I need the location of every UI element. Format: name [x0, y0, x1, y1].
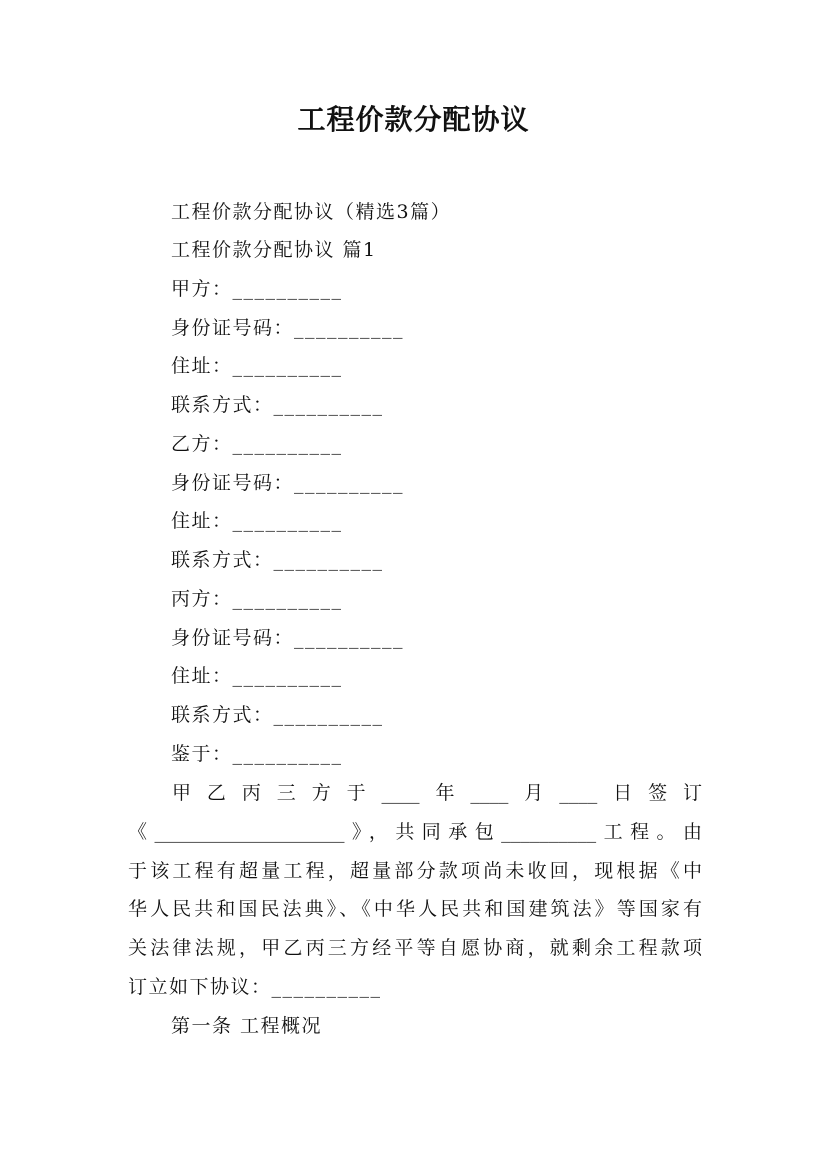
paragraph-line: 于该工程有超量工程，超量部分款项尚未收回，现根据《中 [128, 860, 702, 882]
subtitle-line: 工程价款分配协议（精选3篇） [171, 201, 452, 223]
section-heading: 第一条 工程概况 [171, 1015, 323, 1037]
paragraph-line: 关法律法规，甲乙丙三方经平等自愿协商，就剩余工程款项 [128, 937, 702, 959]
paragraph-line: 华人民共和国民法典》、《中华人民共和国建筑法》等国家有 [128, 898, 702, 920]
paragraph-line: 甲乙丙三方于____年____月____日签订 [172, 782, 702, 804]
party-b-id-line: 身份证号码：__________ [171, 472, 405, 494]
party-a-line: 甲方：__________ [171, 278, 343, 300]
party-a-contact-line: 联系方式：__________ [171, 394, 384, 416]
party-c-id-line: 身份证号码：__________ [171, 627, 405, 649]
paragraph-line: 订立如下协议：__________ [128, 976, 382, 998]
party-c-address-line: 住址：__________ [171, 665, 343, 687]
section-title-line: 工程价款分配协议 篇1 [171, 239, 377, 261]
party-a-address-line: 住址：__________ [171, 355, 343, 377]
party-b-contact-line: 联系方式：__________ [171, 549, 384, 571]
party-b-line: 乙方：__________ [171, 433, 343, 455]
party-b-address-line: 住址：__________ [171, 510, 343, 532]
whereas-line: 鉴于：__________ [171, 743, 343, 765]
paragraph-line: 《____________________》，共同承包__________工程。由 [128, 821, 702, 843]
document-title: 工程价款分配协议 [297, 103, 530, 136]
party-a-id-line: 身份证号码：__________ [171, 317, 405, 339]
party-c-line: 丙方：__________ [171, 588, 343, 610]
party-c-contact-line: 联系方式：__________ [171, 704, 384, 726]
